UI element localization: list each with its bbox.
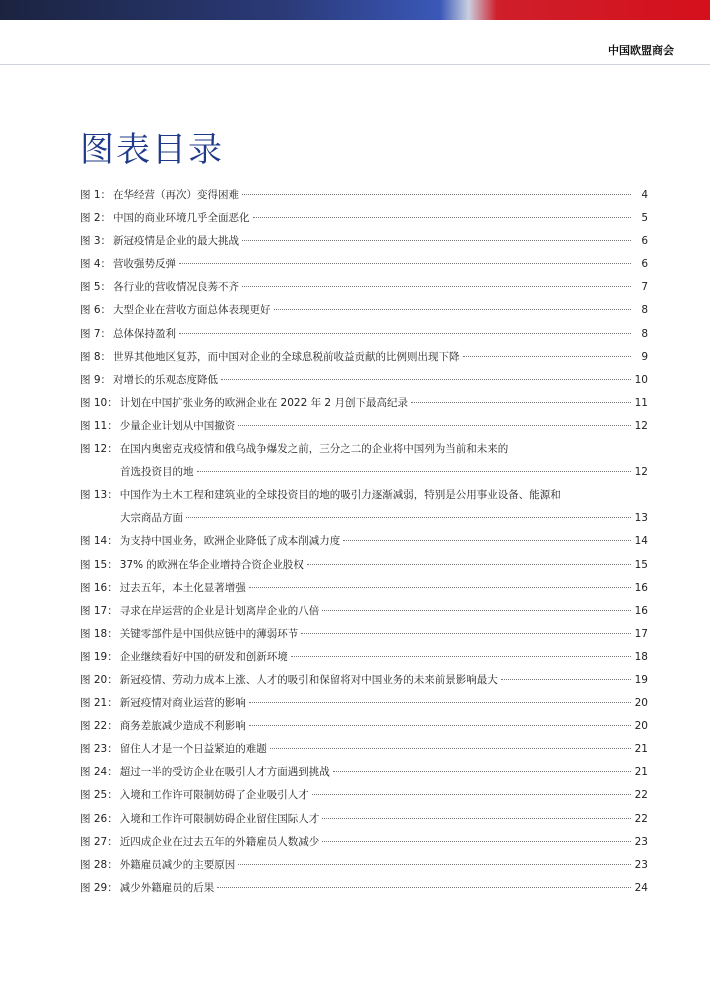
toc-figure-title: 在华经营（再次）变得困难 bbox=[113, 189, 240, 201]
toc-entry[interactable] bbox=[80, 715, 648, 738]
toc-page-number: 9 bbox=[641, 350, 648, 363]
toc-entry-line bbox=[80, 877, 648, 900]
toc-figure-title: 过去五年，本土化显著增强 bbox=[119, 581, 246, 594]
toc-figure-title: 在国内奥密克戎疫情和俄乌战争爆发之前，三分之二的企业将中国列为当前和未来的 bbox=[119, 443, 509, 456]
toc-figure-number: 图 23： bbox=[80, 743, 118, 756]
toc-figure-number: 图 12： bbox=[80, 443, 118, 456]
toc-figure-number: 图 6： bbox=[80, 304, 112, 317]
toc-entry-line bbox=[80, 784, 648, 807]
toc-figure-number: 图 5： bbox=[80, 281, 112, 294]
toc-entry[interactable] bbox=[80, 623, 648, 646]
toc-figure-number: 图 13： bbox=[80, 489, 118, 502]
toc-figure-number: 图 25： bbox=[80, 789, 118, 802]
toc-figure-number: 图 9： bbox=[80, 373, 112, 386]
toc-figure-title: 入境和工作许可限制妨碍企业留住国际人才 bbox=[119, 812, 320, 825]
toc-entry-line bbox=[80, 600, 648, 623]
toc-entry[interactable] bbox=[80, 392, 648, 415]
toc-page-number: 22 bbox=[634, 812, 648, 825]
toc-entry[interactable] bbox=[80, 692, 648, 715]
toc-figure-title: 为支持中国业务，欧洲企业降低了成本削减力度 bbox=[119, 535, 341, 548]
toc-figure-title: 营收强势反弹 bbox=[113, 258, 177, 271]
toc-figure-number: 图 26： bbox=[80, 812, 118, 825]
toc-entry[interactable] bbox=[80, 299, 648, 322]
toc-leader-dots bbox=[217, 887, 631, 888]
organization-name: 中国欧盟商会 bbox=[608, 44, 674, 57]
toc-entry-line bbox=[80, 253, 648, 276]
toc-figure-title: 各行业的营收情况良莠不齐 bbox=[113, 281, 240, 294]
page-title: 图表目录 bbox=[80, 130, 224, 170]
toc-page-number: 12 bbox=[634, 419, 648, 432]
toc-figure-title: 减少外籍雇员的后果 bbox=[119, 881, 215, 894]
toc-entry-line bbox=[80, 738, 648, 761]
toc-figure-number: 图 16： bbox=[80, 581, 118, 594]
toc-leader-dots bbox=[463, 356, 631, 357]
toc-entry-line bbox=[80, 669, 648, 692]
header-color-band bbox=[0, 0, 710, 20]
toc-leader-dots bbox=[322, 841, 631, 842]
toc-entry-line bbox=[80, 831, 648, 854]
toc-page-number: 10 bbox=[634, 373, 648, 386]
toc-entry[interactable] bbox=[80, 554, 648, 577]
toc-entry-line bbox=[80, 415, 648, 438]
toc-figure-number: 图 24： bbox=[80, 766, 118, 779]
toc-entry[interactable] bbox=[80, 346, 648, 369]
toc-page-number: 18 bbox=[634, 650, 648, 663]
toc-entry[interactable] bbox=[80, 600, 648, 623]
toc-entry[interactable] bbox=[80, 530, 648, 553]
toc-leader-dots bbox=[197, 471, 632, 472]
toc-leader-dots bbox=[322, 818, 631, 819]
toc-page-number: 11 bbox=[634, 396, 648, 409]
toc-page-number: 5 bbox=[641, 212, 648, 225]
toc-entry-line bbox=[80, 207, 648, 230]
toc-figure-title: 少量企业计划从中国撤资 bbox=[119, 419, 236, 432]
toc-entry[interactable] bbox=[80, 808, 648, 831]
toc-entry-line bbox=[80, 577, 648, 600]
toc-figure-title: 留住人才是一个日益紧迫的难题 bbox=[119, 743, 267, 756]
toc-entry[interactable] bbox=[80, 646, 648, 669]
toc-figure-title: 中国的商业环境几乎全面恶化 bbox=[113, 212, 250, 225]
toc-figure-title: 中国作为土木工程和建筑业的全球投资目的地的吸引力逐渐减弱，特别是公用事业设备、能源和 bbox=[119, 489, 561, 502]
toc-figure-number: 图 19： bbox=[80, 650, 118, 663]
toc-leader-dots bbox=[270, 748, 631, 749]
toc-figure-title: 近四成企业在过去五年的外籍雇员人数减少 bbox=[119, 835, 320, 848]
toc-leader-dots bbox=[501, 679, 631, 680]
toc-leader-dots bbox=[238, 425, 631, 426]
toc-leader-dots bbox=[179, 263, 631, 264]
toc-page-number: 23 bbox=[634, 858, 648, 871]
toc-figure-title: 外籍雇员减少的主要原因 bbox=[119, 858, 236, 871]
toc-entry[interactable] bbox=[80, 738, 648, 761]
toc-figure-title: 商务差旅减少造成不利影响 bbox=[119, 720, 246, 733]
toc-leader-dots bbox=[253, 217, 631, 218]
toc-page-number: 19 bbox=[634, 673, 648, 686]
toc-entry[interactable] bbox=[80, 784, 648, 807]
toc-entry-line bbox=[80, 854, 648, 877]
toc-entry-line bbox=[80, 530, 648, 553]
toc-entry[interactable] bbox=[80, 253, 648, 276]
toc-figure-number: 图 27： bbox=[80, 835, 118, 848]
toc-entry-line bbox=[80, 276, 648, 299]
toc-entry-line bbox=[80, 692, 648, 715]
toc-entry[interactable] bbox=[80, 230, 648, 253]
toc-entry[interactable] bbox=[80, 577, 648, 600]
toc-page-number: 6 bbox=[641, 258, 648, 271]
toc-leader-dots bbox=[179, 333, 631, 334]
toc-leader-dots bbox=[249, 725, 631, 726]
toc-figure-title: 入境和工作许可限制妨碍了企业吸引人才 bbox=[119, 789, 309, 802]
toc-page-number: 12 bbox=[634, 466, 648, 479]
toc-figure-title: 对增长的乐观态度降低 bbox=[113, 373, 219, 386]
toc-page-number: 6 bbox=[641, 235, 648, 248]
header-divider bbox=[0, 64, 710, 65]
toc-leader-dots bbox=[242, 240, 631, 241]
toc-figure-title: 大型企业在营收方面总体表现更好 bbox=[113, 304, 271, 317]
toc-entry[interactable] bbox=[80, 831, 648, 854]
toc-figure-number: 图 3： bbox=[80, 235, 112, 248]
toc-figure-number: 图 2： bbox=[80, 212, 112, 225]
toc-figure-title: 企业继续看好中国的研发和创新环境 bbox=[119, 650, 288, 663]
toc-page-number: 8 bbox=[641, 327, 648, 340]
toc-page-number: 4 bbox=[641, 189, 648, 201]
toc-figure-number: 图 14： bbox=[80, 535, 118, 548]
toc-leader-dots bbox=[221, 379, 631, 380]
toc-figure-number: 图 29： bbox=[80, 881, 118, 894]
toc-figure-title: 超过一半的受访企业在吸引人才方面遇到挑战 bbox=[119, 766, 330, 779]
toc-leader-dots bbox=[333, 771, 631, 772]
toc-entry-line bbox=[80, 346, 648, 369]
toc-figure-number: 图 11： bbox=[80, 419, 118, 432]
toc-figure-number: 图 8： bbox=[80, 350, 112, 363]
toc-figure-number: 图 1： bbox=[80, 189, 112, 201]
toc-leader-dots bbox=[343, 540, 631, 541]
toc-entry[interactable] bbox=[80, 323, 648, 346]
toc-figure-number: 图 28： bbox=[80, 858, 118, 871]
toc-leader-dots bbox=[274, 309, 631, 310]
toc-entry-line bbox=[80, 507, 648, 530]
toc-entry[interactable] bbox=[80, 761, 648, 784]
toc-figure-number: 图 20： bbox=[80, 673, 118, 686]
toc-entry[interactable] bbox=[80, 669, 648, 692]
toc-entry[interactable] bbox=[80, 276, 648, 299]
toc-leader-dots bbox=[242, 286, 631, 287]
toc-figure-title: 新冠疫情对商业运营的影响 bbox=[119, 697, 246, 710]
toc-figure-title: 总体保持盈利 bbox=[113, 327, 177, 340]
toc-figure-number: 图 4： bbox=[80, 258, 112, 271]
toc-leader-dots bbox=[291, 656, 631, 657]
toc-figure-title: 首选投资目的地 bbox=[120, 466, 194, 479]
toc-entry-line bbox=[80, 230, 648, 253]
toc-figure-number: 图 18： bbox=[80, 627, 118, 640]
toc-entry[interactable] bbox=[80, 877, 648, 900]
toc-page-number: 21 bbox=[634, 743, 648, 756]
toc-entry-line bbox=[80, 808, 648, 831]
toc-entry[interactable] bbox=[80, 184, 648, 207]
toc-entry-line bbox=[80, 438, 648, 461]
toc-entry[interactable] bbox=[80, 369, 648, 392]
toc-entry-line bbox=[80, 623, 648, 646]
toc-page-number: 16 bbox=[634, 604, 648, 617]
toc-figure-title: 计划在中国扩张业务的欧洲企业在 2022 年 2 月创下最高纪录 bbox=[119, 396, 408, 409]
toc-entry[interactable] bbox=[80, 854, 648, 877]
toc-entry-line bbox=[80, 323, 648, 346]
toc-leader-dots bbox=[411, 402, 631, 403]
toc-figure-title: 世界其他地区复苏，而中国对企业的全球息税前收益贡献的比例则出现下降 bbox=[113, 350, 460, 363]
toc-entry-line bbox=[80, 715, 648, 738]
toc-entry-line bbox=[80, 484, 648, 507]
toc-page-number: 7 bbox=[641, 281, 648, 294]
toc-figure-number: 图 15： bbox=[80, 558, 118, 571]
toc-entry-line bbox=[80, 369, 648, 392]
toc-leader-dots bbox=[301, 633, 631, 634]
toc-entry-line bbox=[80, 461, 648, 484]
toc-entry[interactable] bbox=[80, 207, 648, 230]
toc-figure-number: 图 21： bbox=[80, 697, 118, 710]
toc-figure-title: 新冠疫情是企业的最大挑战 bbox=[113, 235, 240, 248]
toc-page-number: 20 bbox=[634, 720, 648, 733]
toc-figure-title: 关键零部件是中国供应链中的薄弱环节 bbox=[119, 627, 299, 640]
toc-figure-number: 图 17： bbox=[80, 604, 118, 617]
toc-leader-dots bbox=[322, 610, 631, 611]
toc-page-number: 14 bbox=[634, 535, 648, 548]
toc-figure-title: 新冠疫情、劳动力成本上涨、人才的吸引和保留将对中国业务的未来前景影响最大 bbox=[119, 673, 498, 686]
table-of-figures bbox=[80, 184, 648, 900]
toc-page-number: 15 bbox=[634, 558, 648, 571]
toc-figure-title: 寻求在岸运营的企业是计划离岸企业的八倍 bbox=[119, 604, 320, 617]
toc-entry[interactable] bbox=[80, 484, 648, 530]
toc-entry-line bbox=[80, 299, 648, 322]
toc-leader-dots bbox=[238, 864, 631, 865]
toc-entry-line bbox=[80, 646, 648, 669]
toc-figure-number: 图 10： bbox=[80, 396, 118, 409]
toc-figure-title: 大宗商品方面 bbox=[120, 512, 183, 525]
toc-page-number: 21 bbox=[634, 766, 648, 779]
toc-leader-dots bbox=[186, 517, 631, 518]
toc-leader-dots bbox=[249, 587, 631, 588]
toc-page-number: 17 bbox=[634, 627, 648, 640]
toc-figure-number: 图 7： bbox=[80, 327, 112, 340]
toc-page-number: 13 bbox=[634, 512, 648, 525]
toc-figure-title: 37% 的欧洲在华企业增持合资企业股权 bbox=[119, 558, 304, 571]
toc-figure-number: 图 22： bbox=[80, 720, 118, 733]
toc-entry-line bbox=[80, 761, 648, 784]
toc-leader-dots bbox=[307, 564, 631, 565]
toc-leader-dots bbox=[242, 194, 631, 195]
toc-page-number: 16 bbox=[634, 581, 648, 594]
toc-page-number: 20 bbox=[634, 697, 648, 710]
toc-page-number: 23 bbox=[634, 835, 648, 848]
toc-entry-line bbox=[80, 554, 648, 577]
toc-page-number: 24 bbox=[634, 881, 648, 894]
toc-entry-line bbox=[80, 184, 648, 207]
toc-entry[interactable] bbox=[80, 438, 648, 484]
toc-entry-line bbox=[80, 392, 648, 415]
toc-leader-dots bbox=[312, 794, 631, 795]
toc-entry[interactable] bbox=[80, 415, 648, 438]
toc-page-number: 8 bbox=[641, 304, 648, 317]
toc-page-number: 22 bbox=[634, 789, 648, 802]
toc-leader-dots bbox=[249, 702, 631, 703]
